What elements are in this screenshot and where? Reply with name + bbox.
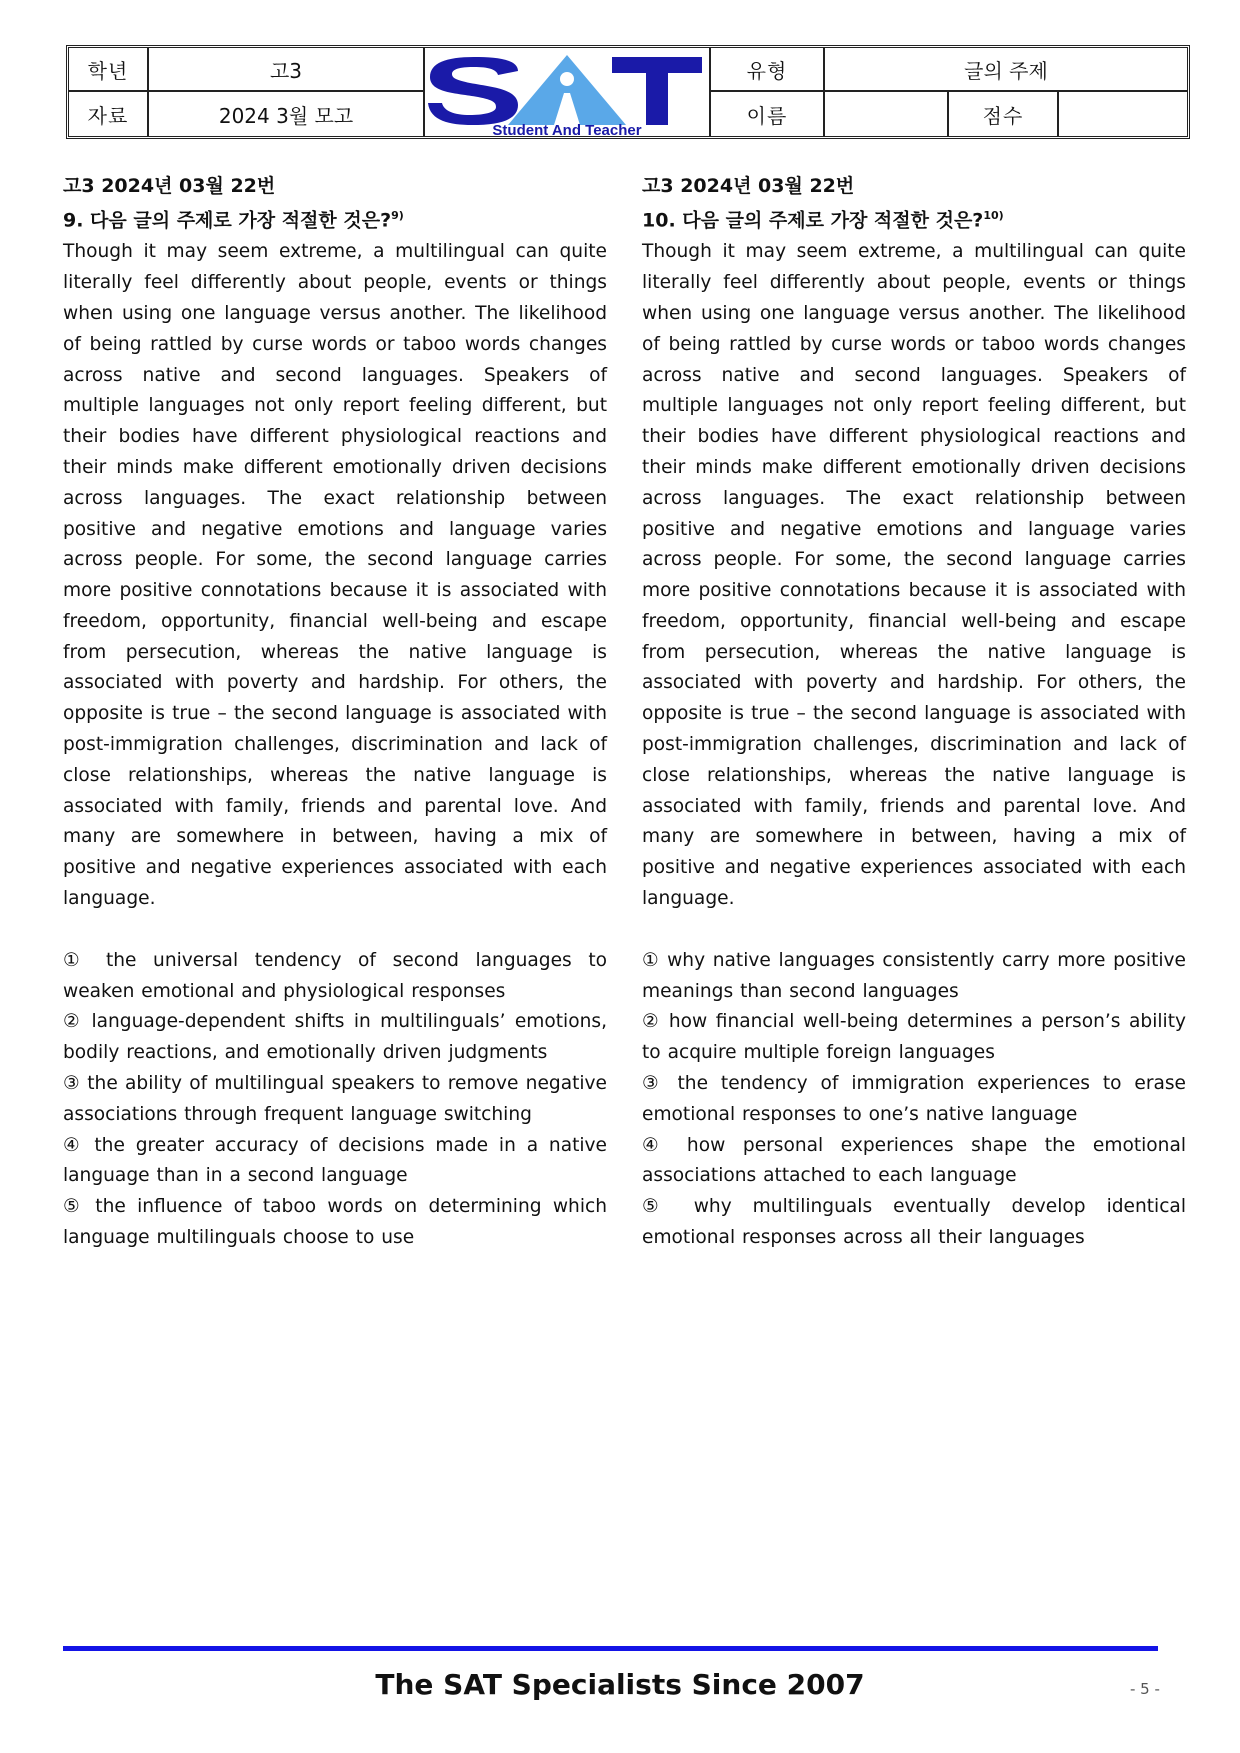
question-title-text: 10. 다음 글의 주제로 가장 적절한 것은?	[642, 209, 984, 232]
footer-divider	[63, 1646, 1158, 1651]
score-label: 점수	[949, 92, 1059, 136]
logo-subtitle: Student And Teacher	[492, 122, 642, 135]
question-10	[642, 171, 1186, 1254]
question-title	[63, 201, 607, 235]
type-label: 유형	[711, 48, 825, 92]
option-4[interactable]: ④ how personal experiences shape the emotional associations attached to each language	[642, 1134, 1186, 1187]
option-2[interactable]: ② language-dependent shifts in multilinguals’ emotions, bodily reactions, and emotionally driven judgments	[63, 1011, 607, 1064]
question-title	[642, 201, 1186, 235]
option-1[interactable]: ① the universal tendency of second languages to weaken emotional and physiological responses	[63, 949, 607, 1002]
grade-label: 학년	[69, 48, 149, 92]
option-2[interactable]: ② how financial well-being determines a person’s ability to acquire multiple foreign languages	[642, 1011, 1186, 1064]
source-label: 자료	[69, 92, 149, 136]
option-5[interactable]: ⑤ the influence of taboo words on determining which language multilinguals choose to use	[63, 1196, 607, 1249]
header-table	[66, 45, 1190, 139]
grade-value: 고3	[149, 48, 425, 92]
option-5[interactable]: ⑤ why multilinguals eventually develop identical emotional responses across all their languages	[642, 1196, 1186, 1249]
name-label: 이름	[711, 92, 825, 136]
question-meta: 고3 2024년 03월 22번	[642, 175, 855, 197]
sat-logo-icon	[426, 49, 708, 135]
question-title-text: 9. 다음 글의 주제로 가장 적절한 것은?	[63, 209, 392, 232]
source-value: 2024 3월 모고	[149, 92, 425, 136]
option-1[interactable]: ① why native languages consistently carry more positive meanings than second languages	[642, 949, 1186, 1002]
footer-slogan: The SAT Specialists Since 2007	[375, 1668, 865, 1701]
question-meta: 고3 2024년 03월 22번	[63, 175, 276, 197]
footnote-marker: 9)	[391, 209, 404, 222]
option-4[interactable]: ④ the greater accuracy of decisions made in a native language than in a second language	[63, 1134, 607, 1187]
option-3[interactable]: ③ the tendency of immigration experiences to erase emotional responses to one’s native language	[642, 1073, 1186, 1125]
name-field[interactable]	[825, 92, 949, 136]
passage: Though it may seem extreme, a multilingual can quite literally feel differently about people, events or things when using one language versus another. The likelihood of being rattled by curse words or taboo words changes across native and second languages. Speakers of multiple languages not only report feeling different, but their bodies have different physiological reactions and their minds make different emotionally driven decisions across languages. The exact relationship between positive and negative emotions and language varies across people. For some, the second language carries more positive connotations because it is associated with freedom, opportunity, financial well-being and escape from persecution, whereas the native language is associated with poverty and hardship. For others, the opposite is true – the second language is associated with post-immigration challenges, discrimination and lack of close relationships, whereas the native language is associated with family, friends and parental love. And many are somewhere in between, having a mix of positive and negative experiences associated with each language.	[63, 241, 607, 910]
option-3[interactable]: ③ the ability of multilingual speakers to remove negative associations through frequent language switching	[63, 1073, 607, 1125]
score-field[interactable]	[1059, 92, 1187, 136]
footnote-marker: 10)	[983, 209, 1004, 222]
passage: Though it may seem extreme, a multilingual can quite literally feel differently about people, events or things when using one language versus another. The likelihood of being rattled by curse words or taboo words changes across native and second languages. Speakers of multiple languages not only report feeling different, but their bodies have different physiological reactions and their minds make different emotionally driven decisions across languages. The exact relationship between positive and negative emotions and language varies across people. For some, the second language carries more positive connotations because it is associated with freedom, opportunity, financial well-being and escape from persecution, whereas the native language is associated with poverty and hardship. For others, the opposite is true – the second language is associated with post-immigration challenges, discrimination and lack of close relationships, whereas the native language is associated with family, friends and parental love. And many are somewhere in between, having a mix of positive and negative experiences associated with each language.	[642, 241, 1186, 910]
page-number: - 5 -	[1130, 1680, 1160, 1698]
type-value: 글의 주제	[825, 48, 1187, 92]
answer-options	[63, 946, 607, 1254]
question-9	[63, 171, 607, 1254]
sat-logo	[425, 48, 711, 136]
answer-options	[642, 946, 1186, 1254]
